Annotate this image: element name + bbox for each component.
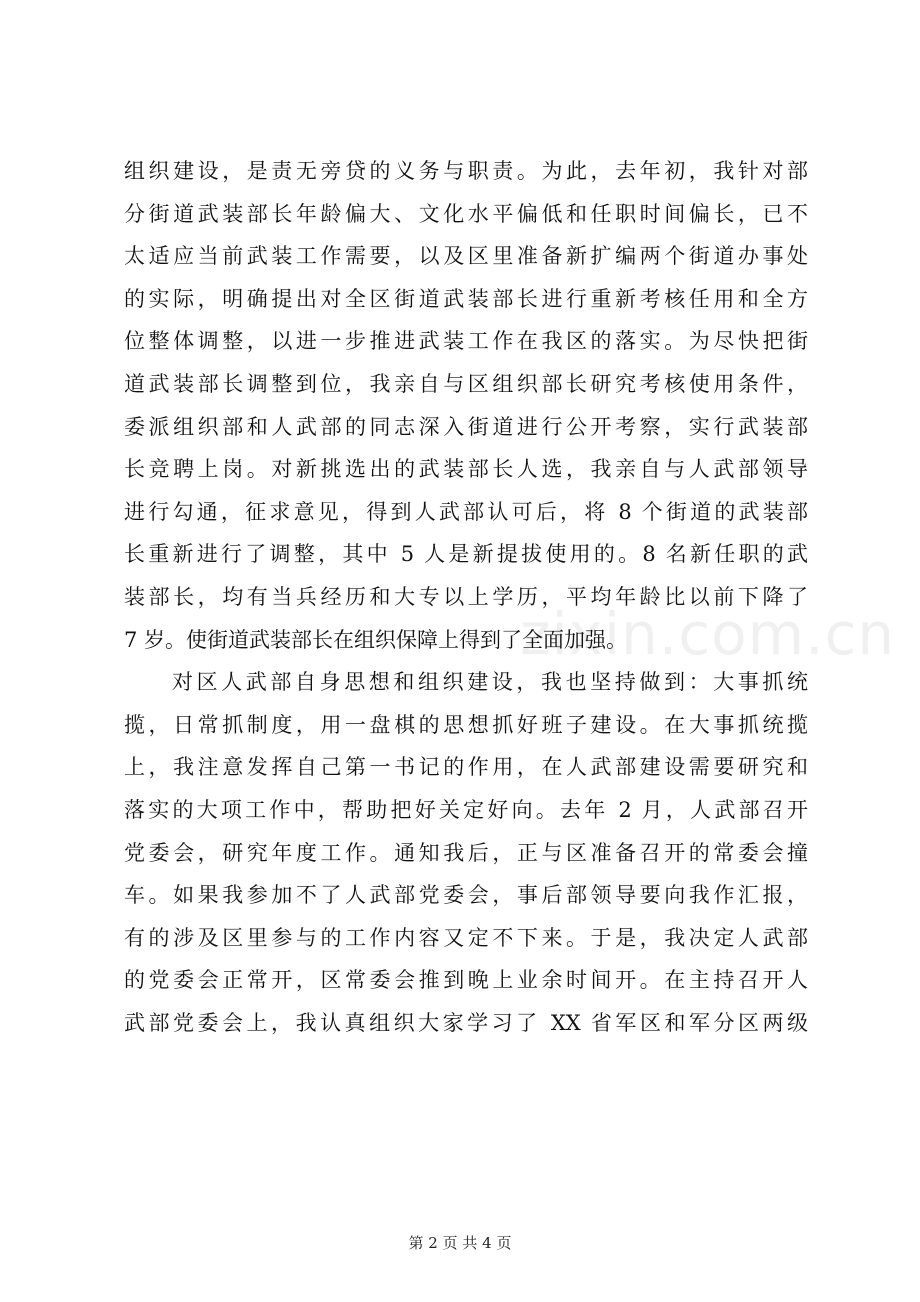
text-line: 落实的大项工作中，帮助把好关定好向。去年 2 月，人武部召开 [124, 797, 808, 822]
text-line: 的实际，明确提出对全区街道武装部长进行重新考核任用和全方 [124, 286, 808, 311]
text-line: 武部党委会上，我认真组织大家学习了 XX 省军区和军分区两级 [124, 1010, 808, 1035]
page-footer: 第 2 页 共 4 页 [408, 1234, 512, 1252]
text-line: 的党委会正常开，区常委会推到晚上业余时间开。在主持召开人 [124, 968, 808, 993]
text-line: 长重新进行了调整，其中 5 人是新提拔使用的。8 名新任职的武 [124, 542, 808, 567]
text-line: 分街道武装部长年龄偏大、文化水平偏低和任职时间偏长，已不 [124, 201, 808, 226]
text-line: 7 岁。使街道武装部长在组织保障上得到了全面加强。 [124, 627, 628, 652]
text-line: 道武装部长调整到位，我亲自与区组织部长研究考核使用条件， [124, 371, 808, 396]
text-line: 长竞聘上岗。对新挑选出的武装部长人选，我亲自与人武部领导 [124, 457, 808, 482]
text-line: 党委会，研究年度工作。通知我后，正与区准备召开的常委会撞 [124, 840, 808, 865]
text-line: 装部长，均有当兵经历和大专以上学历，平均年龄比以前下降了 [124, 584, 808, 609]
paragraph-first-line: 对区人武部自身思想和组织建设，我也坚持做到：大事抓统 [172, 670, 808, 695]
text-line: 车。如果我参加不了人武部党委会，事后部领导要向我作汇报， [124, 883, 808, 908]
text-line: 位整体调整，以进一步推进武装工作在我区的落实。为尽快把街 [124, 329, 808, 354]
text-line: 委派组织部和人武部的同志深入街道进行公开考察，实行武装部 [124, 414, 808, 439]
text-line: 上，我注意发挥自己第一书记的作用，在人武部建设需要研究和 [124, 755, 808, 780]
watermark: zixin.com.cn [520, 600, 896, 668]
text-line: 太适应当前武装工作需要，以及区里准备新扩编两个街道办事处 [124, 244, 808, 269]
text-line: 有的涉及区里参与的工作内容又定不下来。于是，我决定人武部 [124, 925, 808, 950]
document-body [124, 150, 808, 1044]
text-line: 揽，日常抓制度，用一盘棋的思想抓好班子建设。在大事抓统揽 [124, 712, 808, 737]
text-line: 组织建设，是责无旁贷的义务与职责。为此，去年初，我针对部 [124, 159, 808, 183]
text-line: 进行勾通，征求意见，得到人武部认可后，将 8 个街道的武装部 [124, 499, 808, 524]
